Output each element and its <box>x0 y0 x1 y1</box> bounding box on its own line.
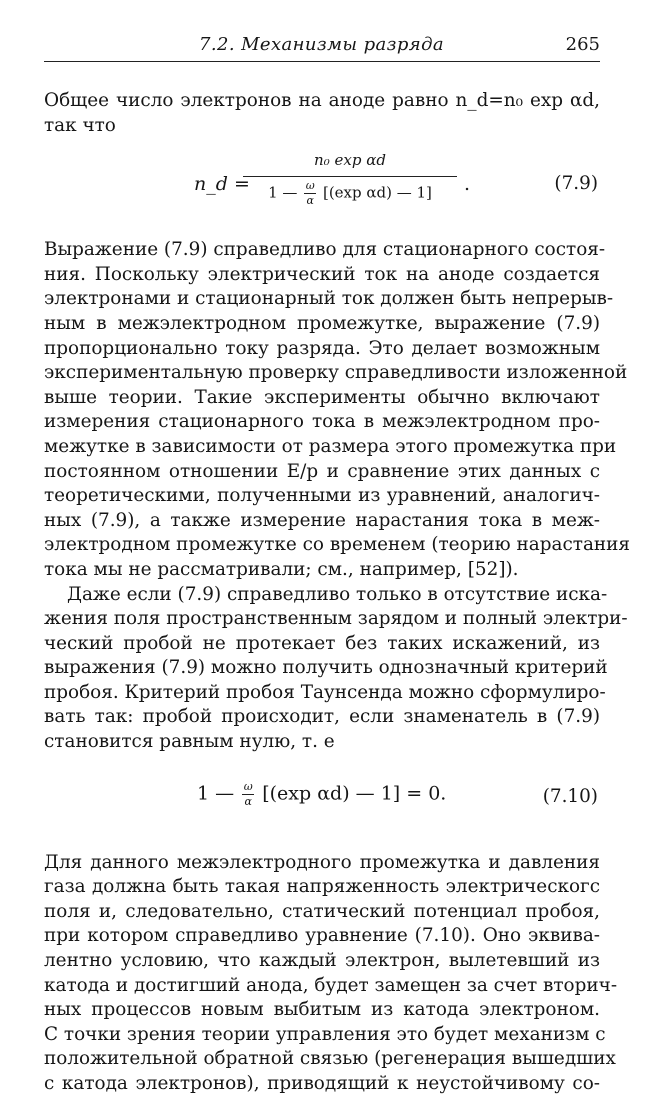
fraction-bar <box>243 176 457 177</box>
equation-7-9 <box>44 144 600 234</box>
text-line: поля и, следовательно, статический потенциал пробоя, <box>44 900 600 922</box>
text-line: электродном промежутке со временем (теорию нарастания <box>44 534 631 556</box>
small-numerator: ω <box>243 779 253 793</box>
text-line: постоянном отношении E/p и сравнение этих данных с <box>44 460 600 482</box>
denominator-lead: 1 — <box>268 183 298 202</box>
omega-over-alpha <box>242 781 254 808</box>
text-line: С точки зрения теории управления это будет механизм с <box>44 1023 606 1045</box>
equation-number: (7.9) <box>554 173 598 195</box>
text-line: измерения стационарного тока в межэлектродном про- <box>44 411 600 433</box>
text-line: с катода электронов), приводящий к неустойчивому со- <box>44 1073 600 1094</box>
fraction-denominator <box>243 180 457 207</box>
page-number: 265 <box>565 34 600 55</box>
text-line: Для данного межэлектродного промежутка и давления <box>44 851 600 873</box>
text-line: теоретическими, полученными из уравнений, аналогич- <box>44 485 600 507</box>
running-header <box>44 34 600 64</box>
text-line: выражения (7.9) можно получить однозначный критерий <box>44 657 608 679</box>
text-line: экспериментальную проверку справедливости изложенной <box>44 362 628 384</box>
text-line: ных (7.9), а также измерение нарастания тока в меж- <box>44 509 600 531</box>
text-line: пробоя. Критерий пробоя Таунсенда можно сформулиро- <box>44 681 606 703</box>
text-line: ческий пробой не протекает без таких искажений, из <box>44 632 600 654</box>
omega-over-alpha <box>304 180 316 207</box>
page-body <box>44 89 631 1097</box>
equation-period: . <box>464 173 471 196</box>
text-line: газа должна быть такая напряженность электрическогс <box>44 876 600 898</box>
text-line: электронами и стационарный ток должен быть непрерыв- <box>44 288 614 310</box>
text-line: катода и достигший анода, будет замещен за счет вторич- <box>44 974 618 996</box>
text-line: Даже если (7.9) справедливо только в отсутствие иска- <box>67 583 608 605</box>
text-line: положительной обратной связью (регенерация вышедших <box>44 1048 616 1070</box>
expression-tail: [(exp αd) — 1] = 0. <box>262 782 447 805</box>
text-line: лентно условию, что каждый электрон, вылетевший из <box>44 950 600 972</box>
text-line: при котором справедливо уравнение (7.10). Оно эквива- <box>44 925 600 947</box>
header-rule <box>44 61 600 62</box>
equation-number: (7.10) <box>542 785 598 807</box>
text-line: ных процессов новым выбитым из катода электроном. <box>44 999 600 1021</box>
equation-expression <box>197 781 446 808</box>
text-line: Выражение (7.9) справедливо для стационарного состоя- <box>44 239 606 261</box>
text-line: вать так: пробой происходит, если знаменатель в (7.9) <box>44 706 600 728</box>
small-denominator: α <box>306 194 314 208</box>
text-line: выше теории. Такие эксперименты обычно включают <box>44 386 600 408</box>
paragraph-3 <box>44 851 618 1097</box>
text-line: межутке в зависимости от размера этого промежутка при <box>44 435 617 457</box>
equation-7-10 <box>44 767 600 837</box>
small-denominator: α <box>244 794 252 808</box>
text-line: пропорционально току разряда. Это делает возможным <box>44 337 600 359</box>
text-line: тока мы не рассматривали; см., например, [52]). <box>44 558 519 580</box>
text-line: так что <box>44 114 116 136</box>
denominator-tail: [(exp αd) — 1] <box>322 183 432 202</box>
expression-lead: 1 — <box>197 782 235 805</box>
text-line: Общее число электронов на аноде равно n_d=n₀ exp αd, <box>44 90 600 111</box>
paragraph-1 <box>44 238 631 582</box>
paragraph-2 <box>44 583 628 755</box>
text-line: жения поля пространственным зарядом и полный электри- <box>44 608 628 630</box>
fraction-numerator: n₀ exp αd <box>314 151 386 170</box>
text-line: ния. Поскольку электрический ток на аноде создается <box>44 263 600 285</box>
text-line: становится равным нулю, т. е <box>44 731 335 753</box>
equation-lhs: n_d = <box>194 173 250 196</box>
equation-fraction <box>243 148 457 207</box>
text-line: ным в межэлектродном промежутке, выражение (7.9) <box>44 312 600 334</box>
intro-text <box>44 89 600 138</box>
section-title: 7.2. Механизмы разряда <box>199 34 445 55</box>
small-numerator: ω <box>305 179 315 193</box>
